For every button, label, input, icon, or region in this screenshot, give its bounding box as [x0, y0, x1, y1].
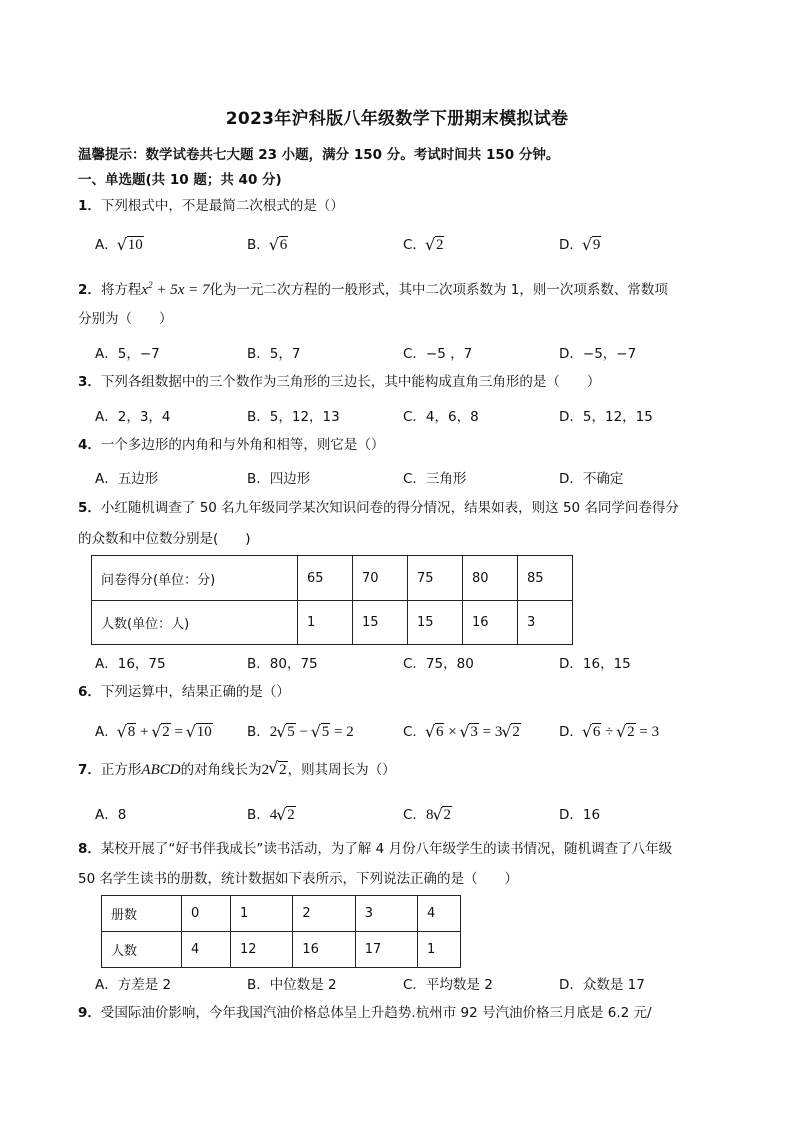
table-cell: 80 [463, 556, 518, 601]
question-4 [78, 436, 384, 454]
q6-option-a[interactable]: A．√ 8 + √ 2 = √ 10 [95, 720, 213, 741]
q2-option-b[interactable]: B．5，7 [247, 346, 301, 362]
question-5-line-2: 的众数和中位数分别是( ) [78, 531, 251, 547]
q8-option-d[interactable]: D．众数是 17 [559, 977, 645, 993]
question-text: 下列各组数据中的三个数作为三角形的三边长，其中能构成直角三角形的是（ ） [100, 374, 601, 390]
q5-options [95, 652, 715, 672]
q4-options [95, 467, 715, 487]
table-cell: 17 [355, 932, 417, 968]
question-number: 5． [78, 500, 101, 516]
question-2 [78, 276, 668, 299]
question-number: 2． [78, 282, 101, 298]
q5-option-c[interactable]: C．75，80 [403, 656, 474, 672]
table-row [102, 896, 461, 932]
q4-option-d[interactable]: D．不确定 [559, 471, 624, 487]
question-text: 某校开展了“好书伴我成长”读书活动，为了解 4 月份八年级学生的读书情况，随机调查了八年级 [100, 841, 673, 857]
table-cell: 65 [298, 556, 353, 601]
q8-option-a[interactable]: A．方差是 2 [95, 977, 172, 993]
table-cell: 册数 [102, 896, 182, 932]
table-cell: 15 [408, 601, 463, 645]
q8-book-table [101, 895, 461, 968]
question-text-cont: 化为一元二次方程的一般形式，其中二次项系数为 1，则一次项系数、常数项 [209, 282, 668, 298]
q1-options [95, 233, 715, 253]
q4-option-b[interactable]: B．四边形 [247, 471, 311, 487]
question-number: 7． [78, 762, 101, 778]
q3-options [95, 405, 715, 425]
question-text: 一个多边形的内角和与外角和相等，则它是（） [100, 437, 385, 453]
q1-option-b[interactable]: B．√ 6 [247, 233, 288, 254]
q1-option-c[interactable]: C．√ 2 [403, 233, 444, 254]
tip-line: 温馨提示：数学试卷共七大题 23 小题，满分 150 分。考试时间共 150 分钟。 [78, 147, 560, 163]
q6-option-c[interactable]: C．√ 6 × √ 3 = 3√ 2 [403, 720, 521, 741]
table-cell: 75 [408, 556, 463, 601]
table-cell: 16 [293, 932, 355, 968]
table-cell: 4 [182, 932, 231, 968]
q2-options [95, 342, 715, 362]
q8-option-b[interactable]: B．中位数是 2 [247, 977, 337, 993]
q6-option-d[interactable]: D．√ 6 ÷ √ 2 = 3 [559, 720, 659, 741]
question-number: 6． [78, 684, 101, 700]
table-cell: 2 [293, 896, 355, 932]
table-cell: 问卷得分(单位：分) [92, 556, 298, 601]
question-3 [78, 373, 600, 391]
table-cell: 1 [231, 896, 293, 932]
exam-title: 2023年沪科版八年级数学下册期末模拟试卷 [225, 109, 569, 129]
section-heading: 一、单选题(共 10 题；共 40 分) [78, 172, 282, 188]
q3-option-a[interactable]: A．2，3，4 [95, 409, 171, 425]
table-cell: 15 [353, 601, 408, 645]
question-9 [78, 1004, 652, 1022]
q5-option-a[interactable]: A．16，75 [95, 656, 166, 672]
question-text: 下列根式中，不是最简二次根式的是（） [100, 198, 344, 214]
q1-option-a[interactable]: A．√ 10 [95, 233, 144, 254]
question-number: 4． [78, 437, 101, 453]
q2-option-a[interactable]: A．5，−7 [95, 346, 160, 362]
q5-option-b[interactable]: B．80，75 [247, 656, 318, 672]
table-cell: 人数(单位：人) [92, 601, 298, 645]
question-text: 将方程 [100, 282, 142, 298]
question-8 [78, 840, 672, 858]
q7-option-a[interactable]: A．8 [95, 807, 127, 823]
question-6 [78, 683, 290, 701]
table-cell: 1 [418, 932, 461, 968]
table-cell: 3 [518, 601, 573, 645]
q3-option-d[interactable]: D．5，12，15 [559, 409, 653, 425]
question-1 [78, 197, 344, 215]
table-cell: 85 [518, 556, 573, 601]
q3-option-b[interactable]: B．5，12，13 [247, 409, 340, 425]
q2-option-d[interactable]: D．−5，−7 [559, 346, 637, 362]
question-2-line-2: 分别为（ ） [78, 311, 173, 327]
question-number: 1． [78, 198, 101, 214]
q6-options [95, 720, 715, 740]
table-cell: 人数 [102, 932, 182, 968]
question-number: 8． [78, 841, 101, 857]
question-number: 9． [78, 1005, 101, 1021]
question-5 [78, 499, 679, 517]
q5-score-table [91, 555, 573, 645]
equation: $x^2 + 5x = 7$ [141, 280, 210, 298]
question-number: 3． [78, 374, 101, 390]
table-cell: 12 [231, 932, 293, 968]
table-cell: 16 [463, 601, 518, 645]
q7-option-b[interactable]: B．4√ 2 [247, 803, 296, 824]
question-text: 受国际油价影响，今年我国汽油价格总体呈上升趋势.杭州市 92 号汽油价格三月底是 6.2 元/ [100, 1005, 652, 1021]
q4-option-a[interactable]: A．五边形 [95, 471, 159, 487]
table-cell: 4 [418, 896, 461, 932]
q8-option-c[interactable]: C．平均数是 2 [403, 977, 493, 993]
table-cell: 0 [182, 896, 231, 932]
table-row [102, 932, 461, 968]
diagonal-length: 2√ 2 [262, 762, 288, 778]
q1-option-d[interactable]: D．√ 9 [559, 233, 601, 254]
q7-option-d[interactable]: D．16 [559, 807, 601, 823]
q7-options [95, 803, 715, 823]
q2-option-c[interactable]: C．−5 ，7 [403, 346, 473, 362]
q3-option-c[interactable]: C．4，6，8 [403, 409, 479, 425]
q5-option-d[interactable]: D．16，15 [559, 656, 631, 672]
table-cell: 3 [355, 896, 417, 932]
table-row [92, 601, 573, 645]
question-7: 7．正方形ABCD的对角线长为2√ 2，则其周长为（） [78, 761, 396, 779]
question-8-line-2: 50 名学生读书的册数，统计数据如下表所示，下列说法正确的是（ ） [78, 871, 518, 887]
table-cell: 70 [353, 556, 408, 601]
q4-option-c[interactable]: C．三角形 [403, 471, 467, 487]
table-row [92, 556, 573, 601]
square-name: ABCD [141, 762, 181, 778]
q8-options [95, 973, 715, 993]
q6-option-b[interactable]: B．2√ 5 − √ 5 = 2 [247, 720, 354, 741]
table-cell: 1 [298, 601, 353, 645]
q7-option-c[interactable]: C．8√ 2 [403, 803, 452, 824]
question-text: 下列运算中，结果正确的是（） [100, 684, 290, 700]
question-text: 小红随机调查了 50 名九年级同学某次知识问卷的得分情况，结果如表，则这 50 名同学问卷得分 [100, 500, 679, 516]
